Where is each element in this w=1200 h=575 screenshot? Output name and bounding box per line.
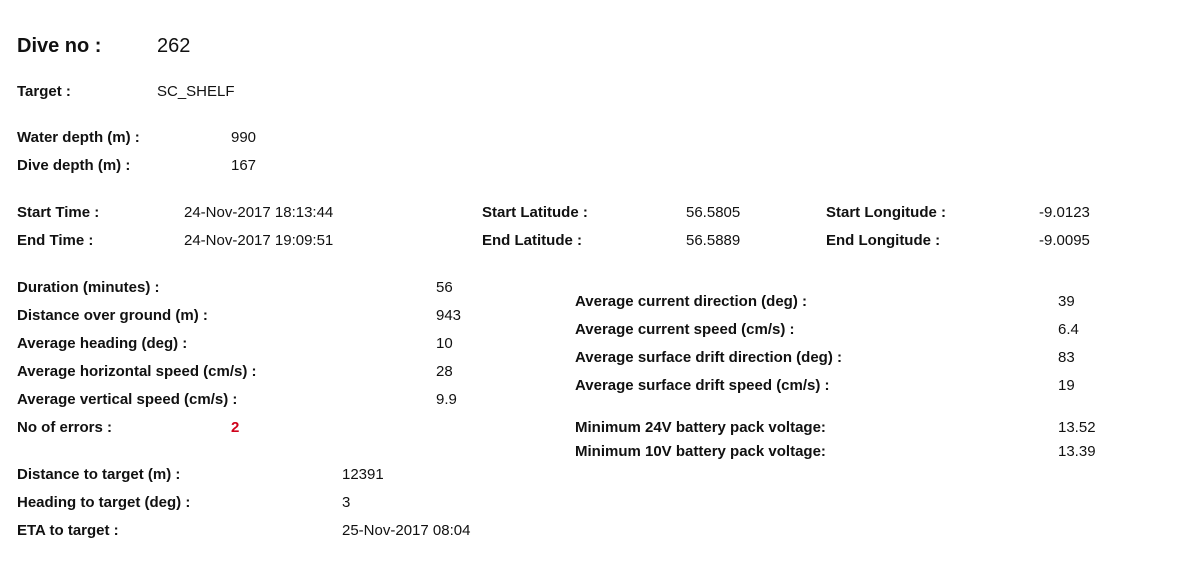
minimum-10v-battery-value: 13.39 bbox=[1058, 443, 1096, 460]
end-longitude-value: -9.0095 bbox=[1039, 232, 1090, 249]
average-current-speed-label: Average current speed (cm/s) : bbox=[575, 321, 795, 338]
average-vertical-speed-label: Average vertical speed (cm/s) : bbox=[17, 391, 238, 408]
dive-no-value: 262 bbox=[157, 35, 191, 57]
minimum-24v-battery-value: 13.52 bbox=[1058, 419, 1096, 436]
average-surface-drift-speed-value: 19 bbox=[1058, 377, 1075, 394]
end-time-label: End Time : bbox=[17, 232, 94, 249]
average-horizontal-speed-value: 28 bbox=[436, 363, 453, 380]
average-surface-drift-direction-label: Average surface drift direction (deg) : bbox=[575, 349, 842, 366]
start-longitude-value: -9.0123 bbox=[1039, 204, 1090, 221]
average-surface-drift-direction-value: 83 bbox=[1058, 349, 1075, 366]
heading-to-target-value: 3 bbox=[342, 494, 351, 511]
end-latitude-label: End Latitude : bbox=[482, 232, 582, 249]
average-surface-drift-speed-label: Average surface drift speed (cm/s) : bbox=[575, 377, 830, 394]
minimum-24v-battery-label: Minimum 24V battery pack voltage: bbox=[575, 419, 826, 436]
errors-label: No of errors : bbox=[17, 419, 113, 436]
eta-to-target-value: 25-Nov-2017 08:04 bbox=[342, 522, 471, 539]
dive-depth-label: Dive depth (m) : bbox=[17, 157, 131, 174]
distance-to-target-value: 12391 bbox=[342, 466, 384, 483]
duration-value: 56 bbox=[436, 279, 453, 296]
duration-label: Duration (minutes) : bbox=[17, 279, 160, 296]
distance-over-ground-label: Distance over ground (m) : bbox=[17, 307, 208, 324]
end-time-value: 24-Nov-2017 19:09:51 bbox=[184, 232, 334, 249]
start-latitude-value: 56.5805 bbox=[686, 204, 741, 221]
errors-count-value: 2 bbox=[231, 419, 240, 436]
average-current-speed-value: 6.4 bbox=[1058, 321, 1079, 338]
average-heading-label: Average heading (deg) : bbox=[17, 335, 188, 352]
water-depth-label: Water depth (m) : bbox=[17, 129, 140, 146]
average-vertical-speed-value: 9.9 bbox=[436, 391, 457, 408]
end-longitude-label: End Longitude : bbox=[826, 232, 941, 249]
start-time-label: Start Time : bbox=[17, 204, 100, 221]
dive-no-label: Dive no : bbox=[17, 35, 102, 57]
eta-to-target-label: ETA to target : bbox=[17, 522, 119, 539]
average-current-direction-label: Average current direction (deg) : bbox=[575, 293, 807, 310]
dive-depth-value: 167 bbox=[231, 157, 257, 174]
distance-to-target-label: Distance to target (m) : bbox=[17, 466, 181, 483]
average-current-direction-value: 39 bbox=[1058, 293, 1075, 310]
target-label: Target : bbox=[17, 83, 71, 100]
start-time-value: 24-Nov-2017 18:13:44 bbox=[184, 204, 334, 221]
start-latitude-label: Start Latitude : bbox=[482, 204, 588, 221]
target-value: SC_SHELF bbox=[157, 83, 235, 100]
minimum-10v-battery-label: Minimum 10V battery pack voltage: bbox=[575, 443, 826, 460]
water-depth-value: 990 bbox=[231, 129, 257, 146]
average-horizontal-speed-label: Average horizontal speed (cm/s) : bbox=[17, 363, 257, 380]
distance-over-ground-value: 943 bbox=[436, 307, 462, 324]
end-latitude-value: 56.5889 bbox=[686, 232, 741, 249]
heading-to-target-label: Heading to target (deg) : bbox=[17, 494, 191, 511]
average-heading-value: 10 bbox=[436, 335, 453, 352]
start-longitude-label: Start Longitude : bbox=[826, 204, 946, 221]
